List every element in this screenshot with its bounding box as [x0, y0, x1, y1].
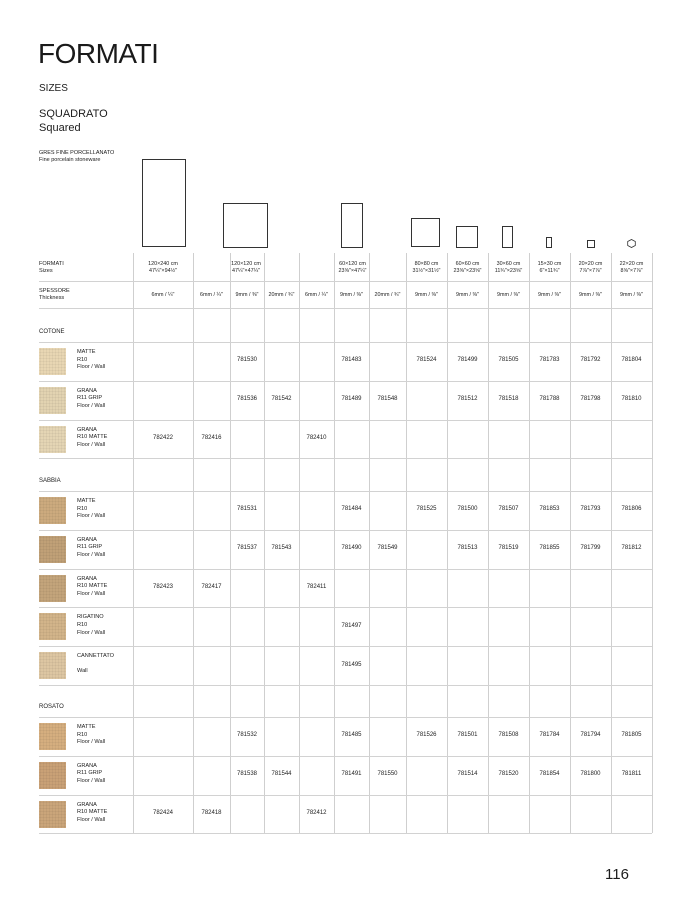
format-shape-60x60 [456, 226, 478, 248]
table-column-rule [334, 253, 335, 833]
finish-name: GRANA [77, 536, 97, 543]
product-code: 781806 [621, 506, 642, 513]
product-code: 781512 [457, 396, 478, 403]
thickness-value: 9mm / ⅜" [235, 292, 259, 298]
application: Floor / Wall [77, 629, 106, 636]
table-column-rule [611, 253, 612, 833]
thickness-value: 20mm / ¾" [374, 292, 401, 298]
finish-name: MATTE [77, 724, 96, 730]
thickness-value: 6mm / ¼" [200, 292, 223, 298]
thickness-value: 6mm / ¼" [151, 292, 175, 298]
product-code: 781497 [341, 622, 362, 629]
format-size-cm: 20×20 cm [578, 261, 603, 267]
thickness-value: 9mm / ⅜" [579, 292, 602, 298]
format-size-inches: 6"×11¾" [539, 268, 560, 274]
thickness-value: 9mm / ⅜" [497, 292, 520, 298]
application: Floor / Wall [77, 364, 106, 371]
application: Floor / Wall [77, 590, 106, 597]
product-code: 781853 [539, 506, 560, 513]
thickness-value: 9mm / ⅜" [620, 292, 643, 298]
format-size-inches: 23⅝"×47¼" [338, 268, 367, 274]
product-code: 781783 [539, 357, 560, 364]
format-shape-80x80 [411, 218, 440, 247]
slip-rating [77, 661, 114, 669]
thickness-value: 6mm / ¼" [305, 292, 328, 298]
finish-name: GRANA [77, 387, 97, 394]
table-rule [39, 491, 652, 492]
product-code: 781788 [539, 396, 560, 403]
finish-label [77, 349, 105, 372]
table-rule [39, 795, 652, 796]
thickness-value: 20mm / ¾" [268, 292, 295, 298]
tile-swatch [39, 536, 66, 563]
product-code: 781544 [271, 771, 292, 778]
product-code: 781542 [271, 396, 292, 403]
product-code: 781505 [498, 357, 519, 364]
format-size-inches: 47¼"×94½" [149, 268, 177, 274]
format-shape-15x30 [546, 237, 552, 248]
format-size-cm: 15×30 cm [537, 261, 562, 267]
section-title: ROSATO [39, 704, 64, 710]
product-code: 782418 [201, 810, 222, 816]
product-code: 782411 [306, 584, 327, 590]
product-code: 781784 [539, 732, 560, 739]
product-code: 781518 [498, 396, 519, 403]
product-code: 781798 [580, 396, 601, 403]
product-code: 782412 [306, 810, 327, 816]
page-title: FORMATI [38, 38, 159, 69]
table-column-rule [447, 253, 448, 833]
format-shape-hexagon [627, 239, 636, 248]
thickness-value: 9mm / ⅜" [340, 292, 363, 298]
product-code: 781513 [457, 545, 478, 552]
table-rule [39, 569, 652, 570]
product-code: 781792 [580, 357, 601, 364]
finish-label [77, 724, 105, 747]
product-code: 781854 [539, 771, 560, 778]
product-code: 781483 [341, 357, 362, 364]
table-rule [39, 420, 652, 421]
product-code: 782423 [152, 584, 174, 590]
edge-type-english: Squared [39, 122, 81, 134]
header-thickness-sub: Thickness [39, 295, 65, 301]
section-title: COTONE [39, 329, 65, 335]
product-code: 781490 [341, 545, 362, 552]
product-code: 781799 [580, 545, 601, 552]
product-code: 782422 [152, 435, 174, 441]
product-code: 781507 [498, 506, 519, 513]
table-rule [39, 381, 652, 382]
product-code: 781531 [236, 506, 258, 513]
finish-name: GRANA [77, 762, 97, 769]
product-code: 781548 [377, 396, 398, 403]
material-english: Fine porcelain stoneware [39, 157, 101, 163]
product-code: 781495 [341, 661, 362, 668]
table-column-rule [230, 253, 231, 833]
slip-rating: R11 GRIP [77, 544, 103, 551]
material-italian: GRES FINE PORCELLANATO [39, 150, 115, 156]
slip-rating: R10 MATTE [77, 434, 108, 441]
product-code: 782417 [201, 584, 222, 590]
product-code: 781532 [236, 732, 258, 739]
product-code: 781491 [341, 771, 362, 778]
tile-swatch [39, 652, 66, 679]
table-column-rule [133, 253, 134, 833]
table-rule [39, 458, 652, 459]
finish-name: CANNETTATO [77, 653, 114, 660]
format-size-cm: 60×120 cm [339, 261, 366, 267]
slip-rating: R10 MATTE [77, 809, 108, 816]
product-code: 781508 [498, 732, 519, 739]
table-column-rule [529, 253, 530, 833]
product-code: 781537 [236, 545, 258, 552]
product-code: 781794 [580, 732, 601, 739]
thickness-value: 9mm / ⅜" [415, 292, 438, 298]
finish-name: RIGATINO [77, 614, 104, 621]
table-column-rule [406, 253, 407, 833]
application: Floor / Wall [77, 441, 106, 448]
table-column-rule [264, 253, 265, 833]
format-size-inches: 11¾"×23⅝" [494, 268, 523, 274]
table-rule [39, 756, 652, 757]
application: Floor / Wall [77, 739, 106, 746]
tile-swatch [39, 613, 66, 640]
product-code: 781525 [416, 506, 437, 513]
table-rule [39, 607, 652, 608]
product-code: 781526 [416, 732, 437, 739]
finish-label [77, 802, 107, 825]
product-code: 781805 [621, 732, 642, 739]
application: Floor / Wall [77, 402, 106, 409]
header-formats-label: FORMATI [39, 261, 64, 267]
finish-name: MATTE [77, 498, 96, 504]
format-size-inches: 7⅞"×7⅞" [579, 268, 602, 274]
table-rule [39, 646, 652, 647]
slip-rating: R10 [77, 731, 88, 738]
tile-swatch [39, 723, 66, 750]
table-column-rule [570, 253, 571, 833]
product-code: 781812 [621, 545, 642, 552]
thickness-value: 9mm / ⅜" [538, 292, 561, 298]
finish-name: MATTE [77, 349, 96, 355]
product-code: 781543 [271, 545, 292, 552]
product-code: 781500 [457, 506, 478, 513]
product-code: 781538 [236, 771, 258, 778]
product-code: 781793 [580, 506, 601, 513]
page-subtitle: SIZES [39, 83, 68, 94]
application: Floor / Wall [77, 777, 106, 784]
format-size-cm: 120×240 cm [148, 261, 178, 267]
finish-label [77, 576, 107, 599]
format-size-cm: 120×120 cm [231, 261, 261, 267]
tile-swatch [39, 426, 66, 453]
format-shape-20x20 [587, 240, 595, 248]
application: Floor / Wall [77, 513, 106, 520]
product-code: 781811 [621, 771, 642, 778]
finish-label [77, 427, 107, 450]
product-code: 781804 [621, 357, 642, 364]
header-formats-sub: Sizes [39, 268, 53, 274]
thickness-value: 9mm / ⅜" [456, 292, 479, 298]
table-rule [39, 685, 652, 686]
finish-label [77, 388, 105, 411]
product-code: 781520 [498, 771, 519, 778]
format-shape-120x120 [223, 203, 268, 248]
product-code: 781519 [498, 545, 519, 552]
slip-rating: R10 MATTE [77, 583, 108, 590]
table-column-rule [652, 253, 653, 833]
slip-rating: R10 [77, 621, 88, 628]
slip-rating: R10 [77, 505, 88, 512]
product-code: 781530 [236, 357, 258, 364]
product-code: 781524 [416, 357, 437, 364]
finish-label [77, 763, 105, 786]
table-rule [39, 308, 652, 309]
finish-name: GRANA [77, 426, 97, 433]
table-rule [39, 530, 652, 531]
format-shape-30x60 [502, 226, 513, 248]
product-code: 781800 [580, 771, 601, 778]
application: Wall [77, 668, 88, 675]
application: Floor / Wall [77, 551, 106, 558]
format-size-inches: 23⅝"×23⅝" [453, 268, 482, 274]
format-size-cm: 60×60 cm [455, 261, 480, 267]
table-rule [39, 833, 652, 834]
tile-swatch [39, 348, 66, 375]
slip-rating: R10 [77, 356, 88, 363]
product-code: 781550 [377, 771, 398, 778]
finish-name: GRANA [77, 575, 97, 582]
slip-rating: R11 GRIP [77, 395, 103, 402]
product-code: 781489 [341, 396, 362, 403]
product-code: 781501 [457, 732, 478, 739]
finish-label [77, 498, 105, 521]
section-title: SABBIA [39, 478, 61, 484]
format-shape-60x120 [341, 203, 363, 248]
finish-label [77, 653, 114, 676]
tile-swatch [39, 762, 66, 789]
format-size-inches: 8⅝"×7⅞" [620, 268, 643, 274]
product-code: 781536 [236, 396, 258, 403]
product-code: 781810 [621, 396, 642, 403]
format-size-inches: 31½"×31½" [412, 268, 441, 274]
header-thickness-label: SPESSORE [39, 288, 70, 294]
tile-swatch [39, 575, 66, 602]
table-column-rule [193, 253, 194, 833]
product-code: 781514 [457, 771, 478, 778]
format-size-cm: 22×20 cm [619, 261, 644, 267]
product-code: 781855 [539, 545, 560, 552]
product-code: 782410 [306, 435, 327, 441]
format-size-cm: 30×60 cm [496, 261, 521, 267]
product-code: 781484 [341, 506, 362, 513]
table-rule [39, 717, 652, 718]
application: Floor / Wall [77, 816, 106, 823]
tile-swatch [39, 801, 66, 828]
format-size-inches: 47¼"×47¼" [232, 268, 260, 274]
table-column-rule [488, 253, 489, 833]
product-code: 782416 [201, 435, 222, 441]
tile-swatch [39, 497, 66, 524]
tile-swatch [39, 387, 66, 414]
product-code: 781499 [457, 357, 478, 364]
table-rule [39, 342, 652, 343]
edge-type-italian: SQUADRATO [39, 108, 108, 120]
table-column-rule [369, 253, 370, 833]
product-code: 781549 [377, 545, 398, 552]
page-number: 116 [605, 866, 629, 883]
product-code: 782424 [152, 810, 174, 816]
finish-label [77, 537, 105, 560]
finish-label [77, 614, 105, 637]
format-size-cm: 80×80 cm [414, 261, 439, 267]
product-code: 781485 [341, 732, 362, 739]
format-shape-120x240 [142, 159, 186, 247]
finish-name: GRANA [77, 801, 97, 808]
slip-rating: R11 GRIP [77, 770, 103, 777]
table-rule [39, 281, 652, 282]
table-column-rule [299, 253, 300, 833]
